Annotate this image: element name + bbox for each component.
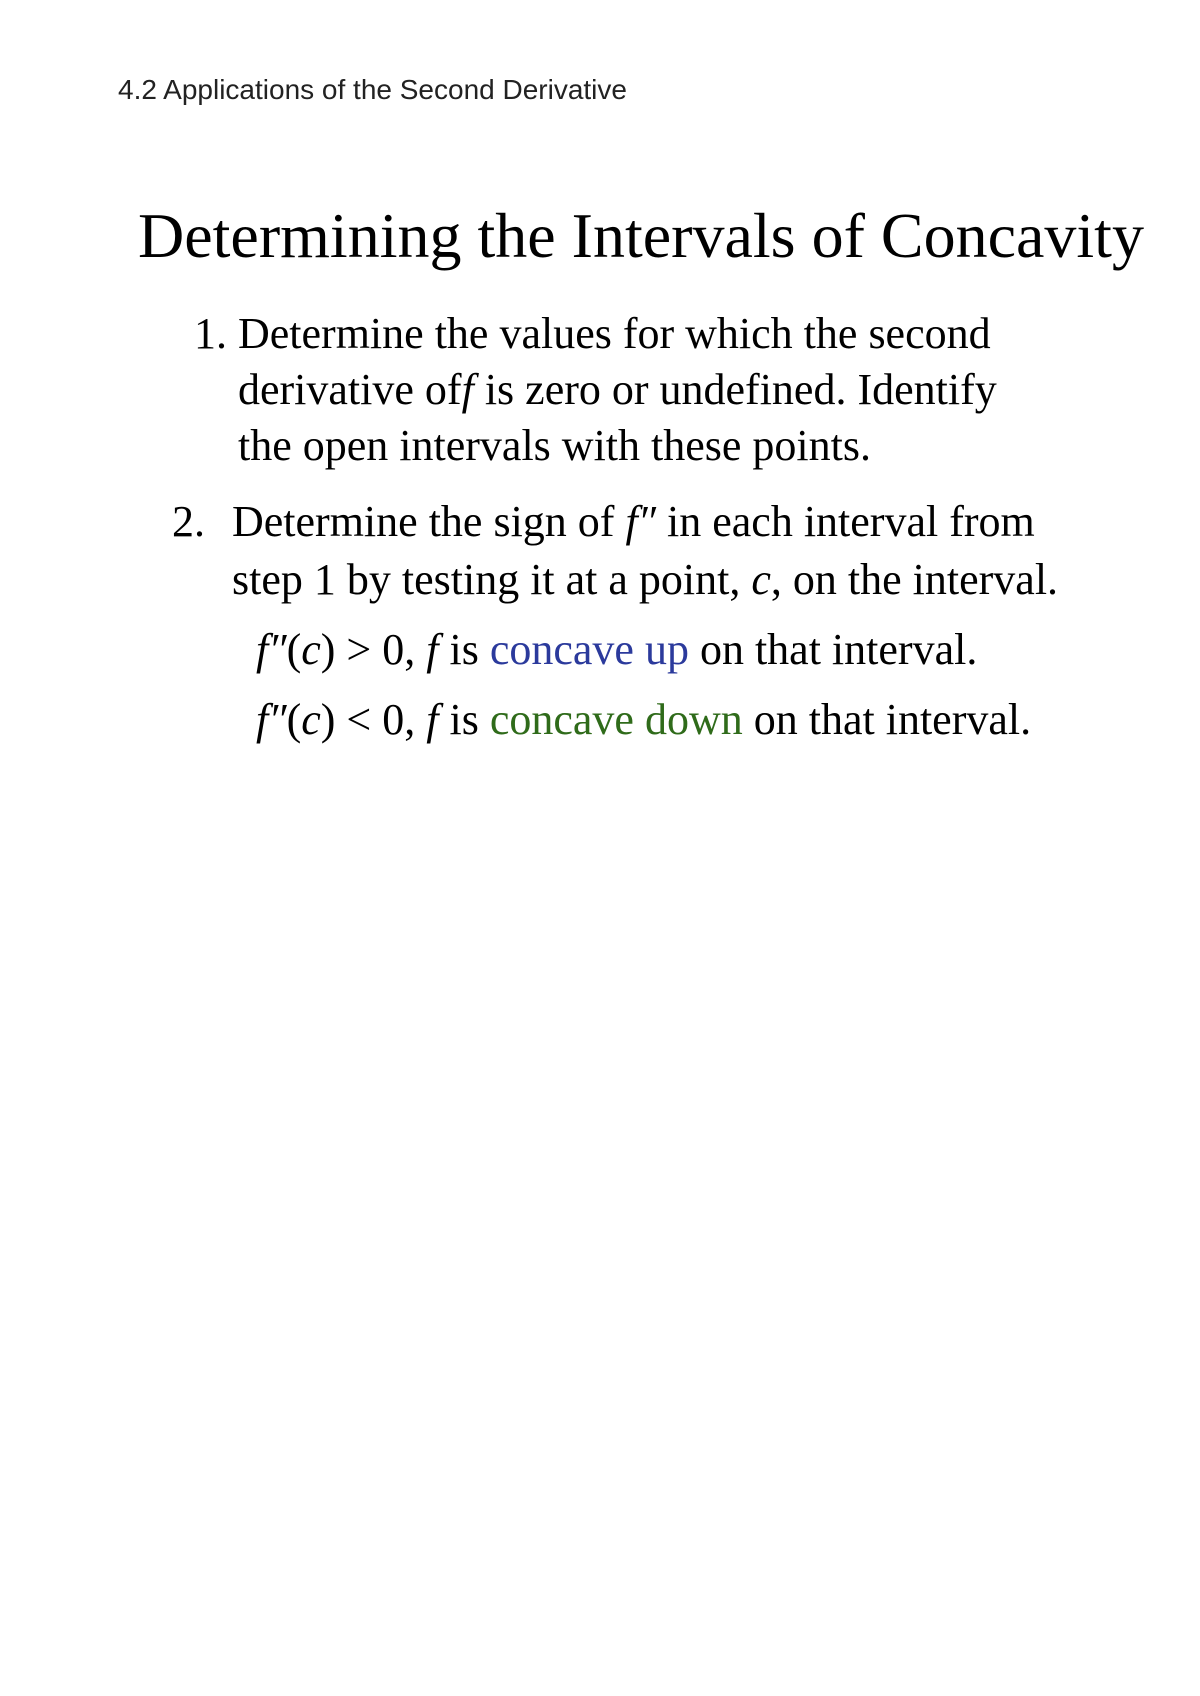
rule-down-f: f bbox=[426, 695, 439, 744]
rule-concave-up bbox=[256, 625, 978, 674]
rule-up-close: ) bbox=[320, 625, 336, 674]
second-derivative-symbol: f″ bbox=[625, 497, 657, 546]
rule-up-open: ( bbox=[286, 625, 302, 674]
step-2-line-1 bbox=[232, 497, 1035, 546]
step-1-line-3: the open intervals with these points. bbox=[238, 421, 871, 470]
slide-title: Determining the Intervals of Concavity bbox=[138, 200, 1144, 271]
rule-up-is: is bbox=[438, 625, 490, 674]
rule-up-fpp: f″ bbox=[256, 625, 287, 674]
rule-down-condition: < 0, bbox=[335, 695, 427, 744]
rule-down-tail: on that interval. bbox=[742, 695, 1032, 744]
rule-down-fpp: f″ bbox=[256, 695, 287, 744]
rule-down-c: c bbox=[301, 695, 321, 744]
step-1-line-2 bbox=[238, 365, 997, 414]
page-header: 4.2 Applications of the Second Derivative bbox=[118, 74, 627, 105]
point-c: c bbox=[751, 555, 771, 604]
step-2-line-2 bbox=[232, 555, 1059, 604]
rule-down-open: ( bbox=[286, 695, 302, 744]
rule-concave-down bbox=[256, 695, 1032, 744]
rule-up-condition: > 0, bbox=[335, 625, 427, 674]
step-2-number: 2. bbox=[172, 497, 205, 546]
concave-down-term: concave down bbox=[489, 695, 743, 744]
rule-down-is: is bbox=[438, 695, 490, 744]
step-1-number: 1. bbox=[194, 309, 227, 358]
step-1-line-1: Determine the values for which the second bbox=[238, 309, 991, 358]
rule-up-c: c bbox=[301, 625, 321, 674]
function-f: f bbox=[461, 365, 474, 414]
step-1-line-2-pre: derivative of bbox=[238, 365, 462, 414]
rule-up-f: f bbox=[426, 625, 439, 674]
concave-up-term: concave up bbox=[489, 625, 689, 674]
step-2-line-2-post: , on the interval. bbox=[770, 555, 1059, 604]
step-2-line-1-post: in each interval from bbox=[656, 497, 1035, 546]
step-1-line-2-post: is zero or undefined. Identify bbox=[473, 365, 997, 414]
step-2-line-1-pre: Determine the sign of bbox=[232, 497, 626, 546]
step-2-line-2-pre: step 1 by testing it at a point, bbox=[232, 555, 752, 604]
rule-down-close: ) bbox=[320, 695, 336, 744]
rule-up-tail: on that interval. bbox=[688, 625, 978, 674]
